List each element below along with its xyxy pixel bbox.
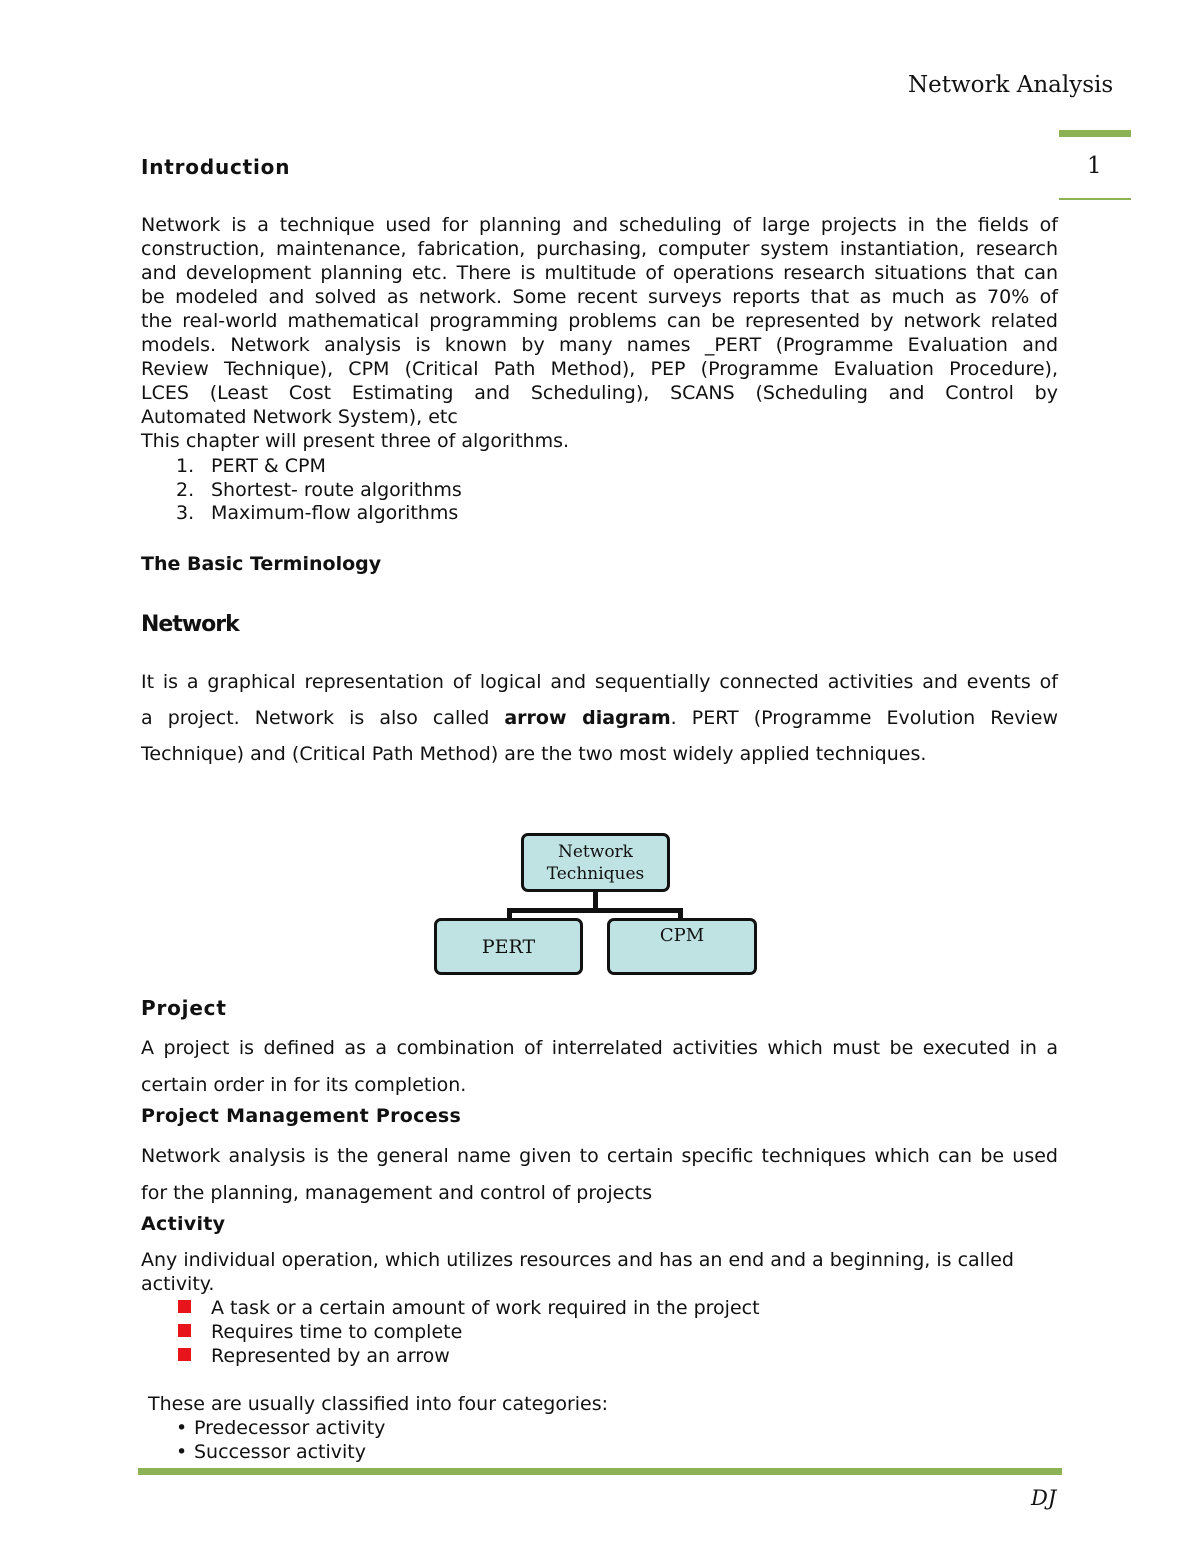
red-square-bullet-icon <box>178 1348 191 1361</box>
list-text: Predecessor activity <box>194 1417 386 1439</box>
project-line: A project is defined as a combination of interrelated activities which must be executed in a <box>141 1037 1058 1059</box>
heading-network: Network <box>141 612 239 637</box>
red-square-bullet-icon <box>178 1324 191 1337</box>
pmp-line: Network analysis is the general name given to certain specific techniques which can be used <box>141 1145 1058 1167</box>
list-text: Maximum-flow algorithms <box>211 502 459 524</box>
list-text: Requires time to complete <box>211 1321 463 1343</box>
intro-line: models. Network analysis is known by many names _PERT (Programme Evaluation and <box>141 334 1058 356</box>
diagram-root-box <box>521 833 670 892</box>
list-item <box>178 1296 760 1320</box>
running-header-title: Network Analysis <box>908 72 1114 98</box>
intro-line: construction, maintenance, fabrication, purchasing, computer system instantiation, research <box>141 238 1058 260</box>
network-line-text: a project. Network is also called <box>141 707 505 729</box>
network-line <box>141 700 1058 736</box>
intro-line: Automated Network System), etc <box>141 406 458 428</box>
activity-line: activity. <box>141 1273 215 1295</box>
bold-term-arrow-diagram: arrow diagram <box>504 707 671 729</box>
list-text: Successor activity <box>194 1441 366 1463</box>
diagram-connector <box>507 908 512 918</box>
diagram-connector <box>678 908 683 918</box>
list-text: Represented by an arrow <box>211 1345 450 1367</box>
list-text: PERT & CPM <box>211 455 326 477</box>
activity-line: Any individual operation, which utilizes resources and has an end and a beginning, is called <box>141 1249 1014 1271</box>
activity-bullet-list <box>178 1296 760 1368</box>
pmp-paragraph <box>141 1138 1058 1212</box>
intro-line: be modeled and solved as network. Some recent surveys reports that as much as 70% of <box>141 286 1058 308</box>
diagram-connector <box>507 908 683 913</box>
heading-project: Project <box>141 996 227 1020</box>
page-number: 1 <box>1087 153 1102 179</box>
intro-line: LCES (Least Cost Estimating and Scheduling), SCANS (Scheduling and Control by <box>141 382 1058 404</box>
intro-line: Review Technique), CPM (Critical Path Method), PEP (Programme Evaluation Procedure), <box>141 358 1058 380</box>
list-number: 3. <box>176 502 195 524</box>
network-line: Technique) and (Critical Path Method) are the two most widely applied techniques. <box>141 743 927 765</box>
intro-line: Network is a technique used for planning and scheduling of large projects in the fields of <box>141 214 1058 236</box>
page-number-bar <box>1059 130 1131 137</box>
list-item <box>176 1440 385 1464</box>
dot-bullet-icon: • <box>176 1417 188 1439</box>
diagram-box-cpm <box>607 918 757 975</box>
heading-project-management-process: Project Management Process <box>141 1105 462 1127</box>
list-item <box>178 1320 760 1344</box>
heading-introduction: Introduction <box>141 155 291 179</box>
heading-activity: Activity <box>141 1213 226 1235</box>
network-techniques-diagram <box>430 830 760 980</box>
intro-line: and development planning etc. There is multitude of operations research situations that can <box>141 262 1058 284</box>
network-paragraph <box>141 664 1058 772</box>
list-number: 1. <box>176 455 195 477</box>
red-square-bullet-icon <box>178 1300 191 1313</box>
algorithms-list <box>176 455 462 526</box>
list-text: Shortest- route algorithms <box>211 478 462 501</box>
network-line-text: . PERT (Programme Evolution Review <box>670 707 1058 729</box>
page-number-underline <box>1059 198 1131 200</box>
list-item <box>176 455 462 479</box>
diagram-cpm-label: CPM <box>659 925 705 946</box>
list-item <box>176 479 462 503</box>
categories-intro-text: These are usually classified into four categories: <box>148 1393 609 1415</box>
footer-bar <box>138 1468 1062 1475</box>
list-item <box>176 1416 385 1440</box>
list-item <box>178 1344 760 1368</box>
pmp-line: for the planning, management and control of projects <box>141 1182 653 1204</box>
list-item <box>176 502 462 526</box>
project-line: certain order in for its completion. <box>141 1074 467 1096</box>
intro-line: the real-world mathematical programming problems can be represented by network related <box>141 310 1058 332</box>
list-text: A task or a certain amount of work required in the project <box>211 1297 760 1319</box>
activity-paragraph <box>141 1248 1058 1296</box>
network-line: It is a graphical representation of logical and sequentially connected activities and events of <box>141 671 1058 693</box>
diagram-root-label: Techniques <box>546 863 645 884</box>
heading-basic-terminology: The Basic Terminology <box>141 553 382 575</box>
diagram-pert-label: PERT <box>481 935 536 958</box>
diagram-box-pert <box>434 918 583 975</box>
footer-initials: DJ <box>1031 1486 1057 1510</box>
list-number: 2. <box>176 478 195 501</box>
project-paragraph <box>141 1030 1058 1104</box>
categories-list <box>176 1416 385 1464</box>
diagram-root-label: Network <box>558 841 633 862</box>
dot-bullet-icon: • <box>176 1441 188 1463</box>
intro-paragraph <box>141 213 1058 429</box>
algorithms-intro-text: This chapter will present three of algorithms. <box>141 430 570 452</box>
